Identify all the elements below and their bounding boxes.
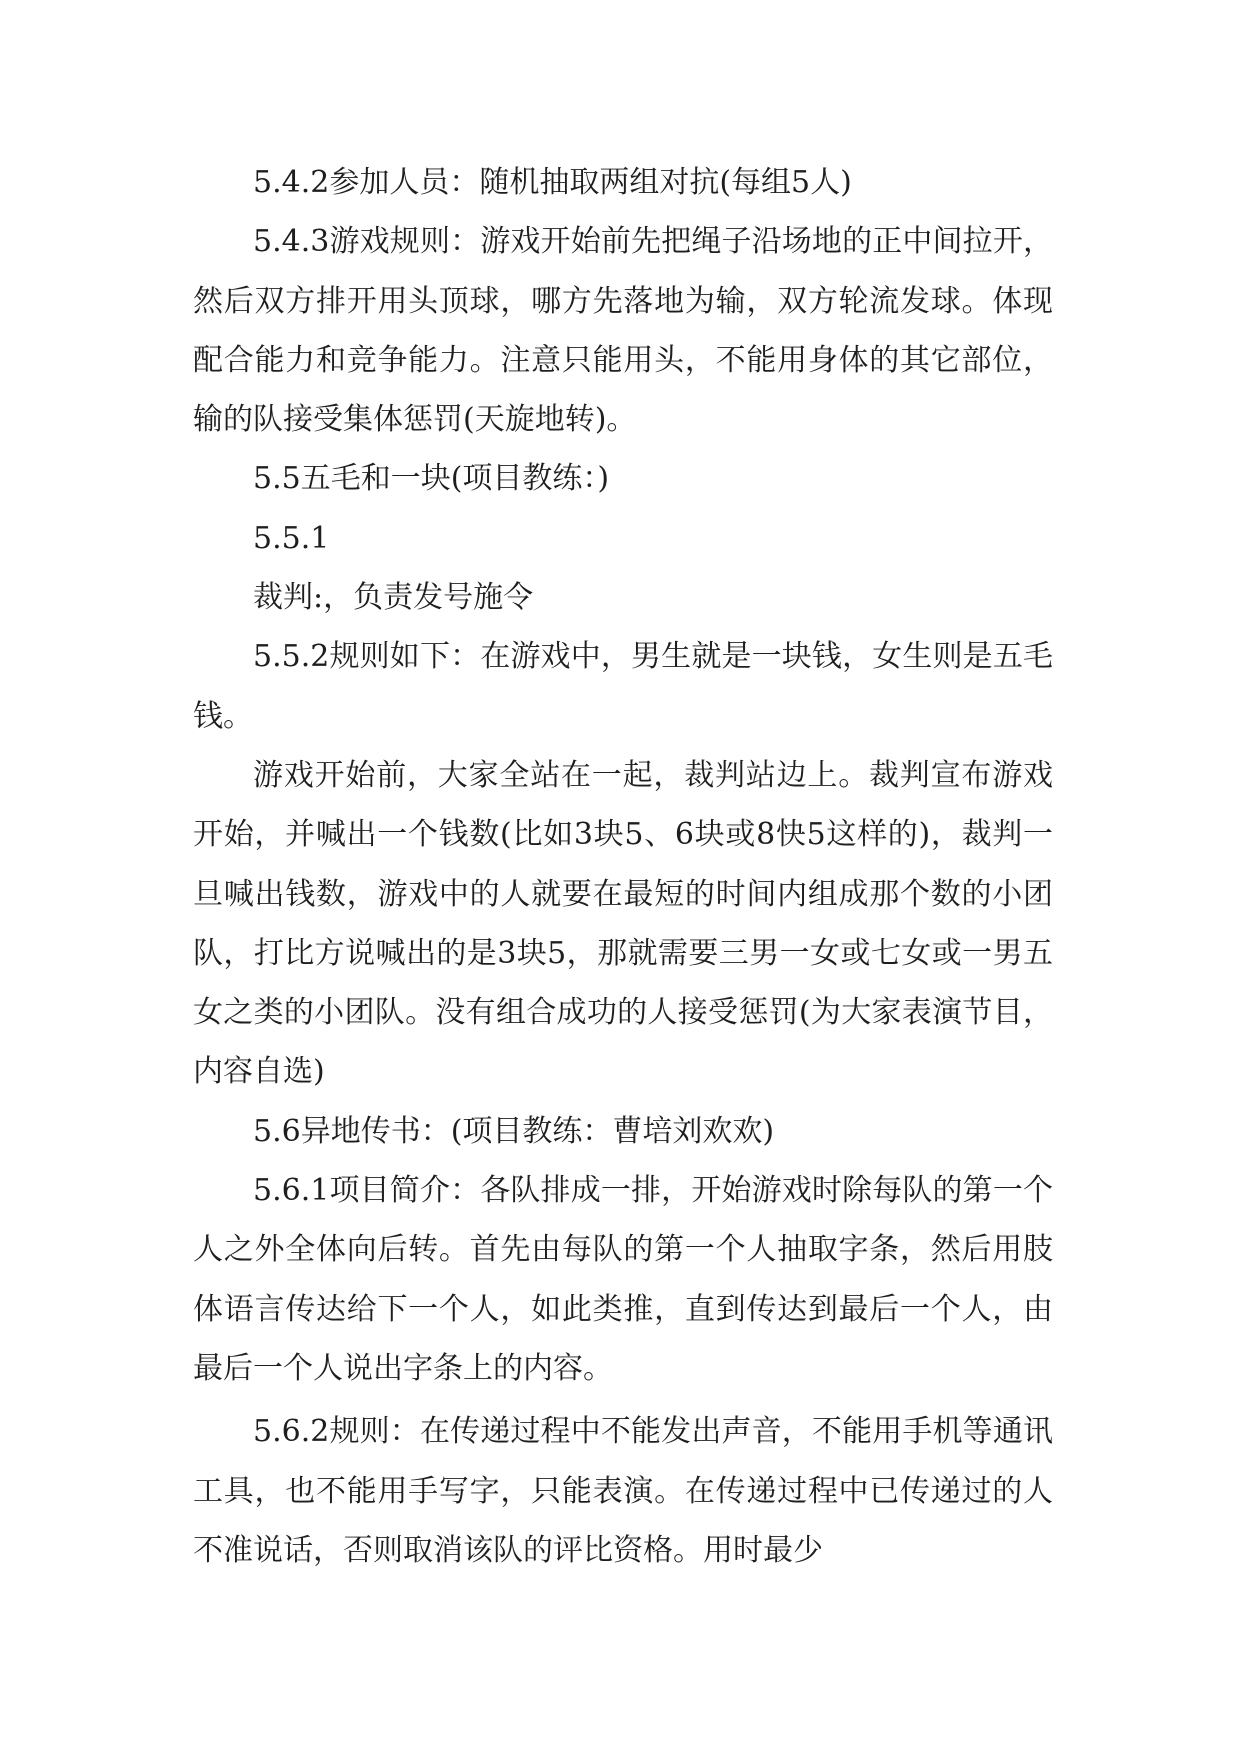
- paragraph-5-6-2: 5.6.2规则：在传递过程中不能发出声音，不能用手机等通讯工具，也不能用手写字，只能表演。在传递过程中已传递过的人不准说话，否则取消该队的评比资格。用时最少: [193, 1414, 1053, 1568]
- paragraph-referee: 裁判:，负责发号施令: [253, 580, 534, 616]
- heading-5-5-1: 5.5.1: [253, 520, 330, 556]
- paragraph-game-start: 游戏开始前，大家全站在一起，裁判站边上。裁判宣布游戏开始，并喊出一个钱数(比如3块5、6块或8快5这样的)，裁判一旦喊出钱数，游戏中的人就要在最短的时间内组成那个数的小团队，打比方说喊出的是3块5，那就需要三男一女或七女或一男五女之类的小团队。没有组合成功的人接受惩罚(为大家表演节目，内容自选): [193, 757, 1053, 1090]
- heading-5-6: 5.6异地传书：(项目教练：曹培刘欢欢): [253, 1113, 775, 1149]
- paragraph-5-4-2: 5.4.2参加人员：随机抽取两组对抗(每组5人): [253, 165, 852, 200]
- paragraph-5-6-1: 5.6.1项目简介：各队排成一排，开始游戏时除每队的第一个人之外全体向后转。首先由每队的第一个人抽取字条，然后用肢体语言传达给下一个人，如此类推，直到传达到最后一个人，由最后一个人说出字条上的内容。: [193, 1173, 1053, 1386]
- paragraph-5-5-2: 5.5.2规则如下：在游戏中，男生就是一块钱，女生则是五毛钱。: [193, 639, 1053, 734]
- paragraph-5-4-3: 5.4.3游戏规则：游戏开始前先把绳子沿场地的正中间拉开，然后双方排开用头顶球，哪方先落地为输，双方轮流发球。体现配合能力和竞争能力。注意只能用头，不能用身体的其它部位，输的队接受集体惩罚(天旋地转)。: [193, 224, 1053, 438]
- document-body: [193, 153, 1053, 1580]
- heading-5-5: 5.5五毛和一块(项目教练：): [253, 461, 610, 497]
